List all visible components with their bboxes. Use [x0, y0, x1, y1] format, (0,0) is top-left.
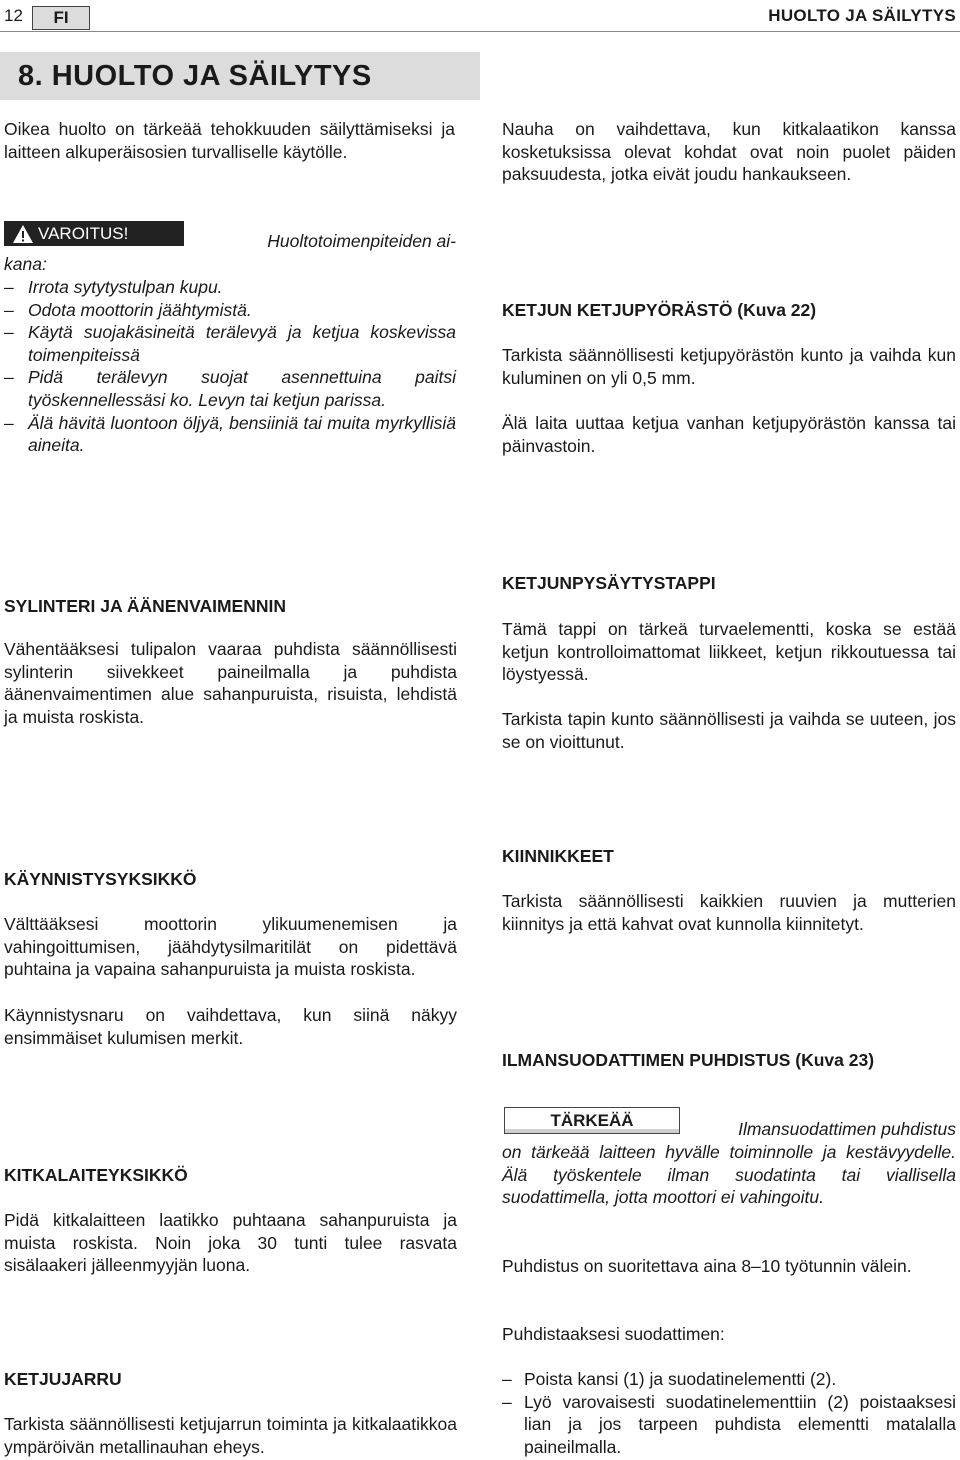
cylinder-text: Vähentääksesi tulipalon vaaraa puhdista säännöllisesti sylinterin siivekkeet paineilmalla ja puhdista äänenvaimentimen alue sahanpuruista, risuista, lehdistä ja muista roskista. — [4, 639, 457, 727]
gearbox-heading: KITKALAITEYKSIKKÖ — [4, 1165, 188, 1185]
running-header-title: HUOLTO JA SÄILYTYS — [768, 6, 956, 25]
starter-text-2: Käynnistysnaru on vaihdettava, kun siinä näkyy ensimmäiset kulumisen merkit. — [4, 1005, 457, 1048]
important-text: on tärkeää laitteen hyvälle toiminnolle ja kestävyydelle. Älä työskentele ilman suodatinta tai viallisella suodattimella, jotta moottori ei vahingoitu. — [502, 1142, 956, 1208]
cleaning-steps-intro: Puhdistaaksesi suodattimen: — [502, 1324, 725, 1344]
language-badge: FI — [32, 6, 90, 30]
sprocket-text: Tarkista säännöllisesti ketjupyörästön kunto ja vaihda kun kuluminen on yli 0,5 mm. — [502, 345, 956, 388]
cleaning-interval-text: Puhdistus on suoritettava aina 8–10 työtunnin välein. — [502, 1256, 912, 1276]
gearbox-text: Pidä kitkalaitteen laatikko puhtaana sahanpuruista ja muista roskista. Noin joka 30 tunti tulee rasvata sisälaakeri jälleenmyyjän luona. — [4, 1210, 457, 1276]
catcher-text-2: Tarkista tapin kunto säännöllisesti ja vaihda se uuteen, jos se on vioittunut. — [502, 709, 956, 752]
page-number: 12 — [4, 6, 23, 25]
cleaning-steps-list — [502, 1368, 956, 1458]
fasteners-heading: KIINNIKKEET — [502, 846, 614, 866]
warning-badge — [4, 221, 184, 246]
cleaning-step: – Lyö varovaisesti suodatinelementtiin (2) poistaaksesi lian ja jos tarpeen puhdista elementti matalalla paineilmalla. — [502, 1391, 956, 1457]
intro-paragraph: Oikea huolto on tärkeää tehokkuuden säilyttämiseksi ja laitteen alkuperäisosien turvalliselle käytölle. — [4, 119, 455, 162]
warning-item: – Älä hävitä luontoon öljyä, bensiiniä tai muita myrkyllisiä aineita. — [4, 412, 456, 456]
warning-item: – Pidä terälevyn suojat asennettuina paitsi työskennellessäsi ko. Levyn tai ketjun parissa. — [4, 367, 456, 410]
cleaning-step: – Poista kansi (1) ja suodatinelementti (2). — [502, 1369, 837, 1389]
brake-text: Tarkista säännöllisesti ketjujarrun toiminta ja kitkalaatikkoa ympäröivän metallinauhan eheys. — [4, 1414, 457, 1457]
section-title: 8. HUOLTO JA SÄILYTYS — [18, 60, 372, 92]
band-text: Nauha on vaihdettava, kun kitkalaatikon kanssa kosketuksissa olevat kohdat ovat noin puolet päiden paksuudesta, jotka eivät joudu hankaukseen. — [502, 119, 956, 185]
warning-heading-continued: kana: — [4, 254, 47, 274]
warning-item: – Käytä suojakäsineitä terälevyä ja ketjua koskevissa toimenpiteissä — [4, 322, 456, 365]
warning-triangle-icon — [12, 224, 34, 244]
important-badge: TÄRKEÄÄ — [504, 1107, 680, 1134]
warning-heading: Huoltotoimenpiteiden ai- — [267, 231, 456, 251]
warning-badge-label: VAROITUS! — [38, 224, 129, 243]
sprocket-text-2: Älä laita uuttaa ketjua vanhan ketjupyörästön kanssa tai päinvastoin. — [502, 413, 956, 456]
warning-list — [4, 276, 456, 457]
sprocket-heading: KETJUN KETJUPYÖRÄSTÖ (Kuva 22) — [502, 300, 817, 320]
air-filter-heading: ILMANSUODATTIMEN PUHDISTUS (Kuva 23) — [502, 1050, 875, 1070]
brake-heading: KETJUJARRU — [4, 1369, 122, 1389]
cylinder-heading: SYLINTERI JA ÄÄNENVAIMENNIN — [4, 596, 286, 616]
header-divider — [0, 31, 960, 32]
catcher-text: Tämä tappi on tärkeä turvaelementti, koska se estää ketjun kontrolloimattomat liikkeet, ketjun rikkoutuessa tai löystyessä. — [502, 619, 956, 685]
warning-item: – Irrota sytytystulpan kupu. — [4, 277, 223, 297]
catcher-heading: KETJUNPYSÄYTYSTAPPI — [502, 573, 716, 593]
important-text-first-line: Ilmansuodattimen puhdistus — [738, 1119, 956, 1139]
starter-heading: KÄYNNISTYSYKSIKKÖ — [4, 869, 197, 889]
warning-item: – Odota moottorin jäähtymistä. — [4, 299, 252, 320]
fasteners-text: Tarkista säännöllisesti kaikkien ruuvien ja mutterien kiinnitys ja että kahvat ovat kunnolla kiinnitetyt. — [502, 891, 956, 934]
starter-text: Välttääksesi moottorin ylikuumenemisen ja vahingoittumisen, jäähdytysilmaritilät on pidettävä puhtaina ja vapaina sahanpuruista ja muista roskista. — [4, 914, 457, 980]
